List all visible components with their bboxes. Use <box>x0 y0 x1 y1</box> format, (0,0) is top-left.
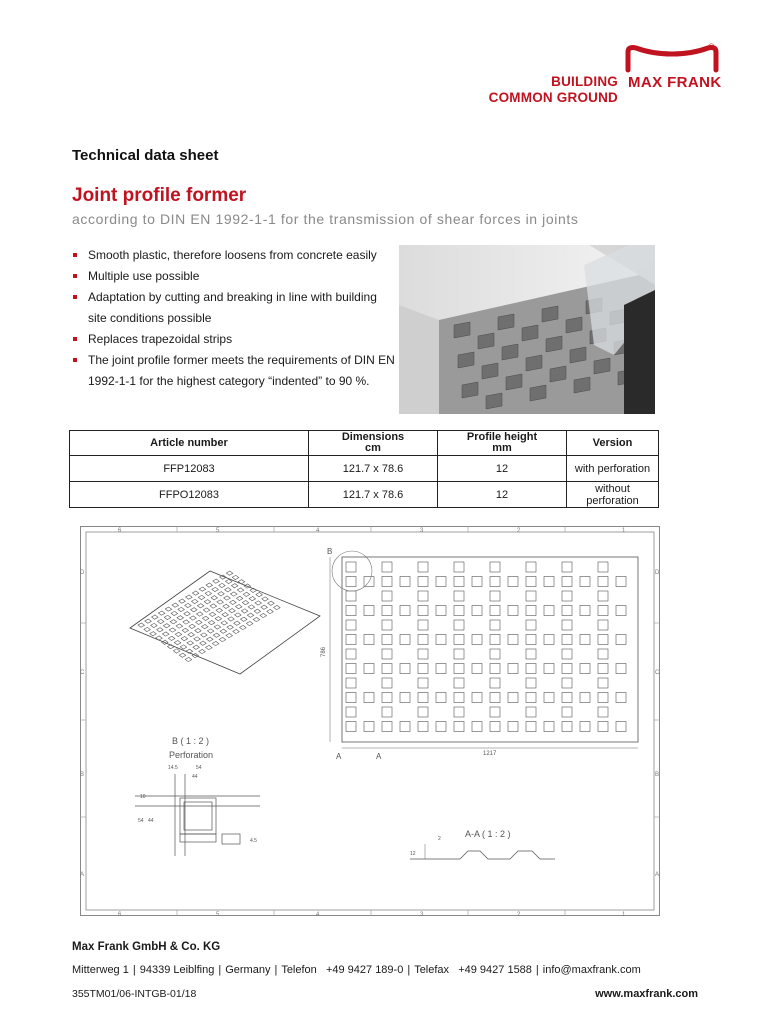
page-subtitle: according to DIN EN 1992-1-1 for the transmission of shear forces in joints <box>72 211 579 227</box>
max-frank-logo-icon <box>622 40 722 74</box>
address-city: 94339 Leiblfing <box>139 964 215 976</box>
photo-cell <box>454 322 470 338</box>
grid-col-label: 3 <box>420 528 424 534</box>
grid-col-label: 1 <box>622 912 626 916</box>
company-address: Mitterweg 1 | 94339 Leiblfing | Germany | Telefon +49 9427 189-0 | Telefax +49 9427 1588 | info@maxfrank.com <box>72 964 641 976</box>
table-header-row <box>70 431 659 456</box>
feature-item: Smooth plastic, therefore loosens from concrete easily <box>72 245 397 266</box>
photo-cell <box>550 366 566 382</box>
detail-b-title: B ( 1 : 2 ) <box>172 736 210 746</box>
grid-col-label: 6 <box>118 912 122 916</box>
product-photo <box>399 245 655 414</box>
grid-row-label: B <box>655 772 660 778</box>
grid-col-label: 4 <box>316 528 320 534</box>
svg-text:4.5: 4.5 <box>250 838 257 844</box>
svg-text:2: 2 <box>438 836 441 842</box>
address-fax: Telefax +49 9427 1588 <box>414 964 532 976</box>
address-email[interactable]: info@maxfrank.com <box>542 964 641 976</box>
website-link[interactable]: www.maxfrank.com <box>595 988 698 1000</box>
table-cell: 12 <box>438 482 567 508</box>
photo-cell <box>570 347 586 363</box>
photo-cell <box>502 344 518 360</box>
grid-col-label: 5 <box>216 528 220 534</box>
svg-text:44: 44 <box>148 818 154 824</box>
photo-cell <box>530 385 546 401</box>
feature-item: Multiple use possible <box>72 266 397 287</box>
address-street: Mitterweg 1 <box>72 964 129 976</box>
detail-b-marker: B <box>327 547 333 556</box>
table-cell: 121.7 x 78.6 <box>309 456 438 482</box>
table-cell: 12 <box>438 456 567 482</box>
table-row <box>70 482 659 508</box>
section-marker: A <box>336 752 342 761</box>
photo-cell <box>526 355 542 371</box>
brand-tagline <box>470 74 618 106</box>
grid-col-label: 3 <box>420 912 424 916</box>
grid-row-label: C <box>80 670 85 676</box>
svg-text:44: 44 <box>192 774 198 780</box>
photo-cell <box>546 336 562 352</box>
dim-height: 786 <box>321 646 327 657</box>
grid-row-label: A <box>80 872 85 878</box>
photo-cell <box>462 382 478 398</box>
grid-col-label: 1 <box>622 528 626 534</box>
company-name: Max Frank GmbH & Co. KG <box>72 941 221 953</box>
svg-text:54: 54 <box>138 818 144 824</box>
svg-text:10: 10 <box>140 794 146 800</box>
brand-name: MAX FRANK <box>628 74 722 91</box>
grid-row-label: B <box>80 772 85 778</box>
photo-cell <box>482 363 498 379</box>
table-cell: without perforation <box>567 482 659 508</box>
photo-cell <box>458 352 474 368</box>
page-title: Joint profile former <box>72 185 247 206</box>
photo-cell <box>486 393 502 409</box>
trademark: ® <box>708 42 715 52</box>
address-country: Germany <box>225 964 271 976</box>
grid-col-label: 5 <box>216 912 220 916</box>
feature-list <box>72 245 397 392</box>
grid-row-label: A <box>655 872 660 878</box>
feature-item: Adaptation by cutting and breaking in line with building site conditions possible <box>72 287 397 329</box>
photo-cell <box>542 306 558 322</box>
svg-text:54: 54 <box>196 765 202 771</box>
table-cell: FFP12083 <box>70 456 309 482</box>
document-reference: 355TM01/06-INTGB-01/18 <box>72 988 197 1000</box>
grid-row-label: D <box>655 570 660 576</box>
column-header-dimensions: Dimensions cm <box>309 431 438 456</box>
table-row <box>70 456 659 482</box>
table-cell: 121.7 x 78.6 <box>309 482 438 508</box>
grid-col-label: 2 <box>517 912 521 916</box>
grid-col-label: 2 <box>517 528 521 534</box>
address-phone: Telefon +49 9427 189-0 <box>281 964 404 976</box>
svg-text:14.5: 14.5 <box>168 765 178 771</box>
svg-text:12: 12 <box>410 851 416 857</box>
photo-cell <box>574 377 590 393</box>
article-table <box>69 430 659 508</box>
tagline-line-2: COMMON GROUND <box>488 90 618 105</box>
photo-cell <box>566 317 582 333</box>
grid-col-label: 4 <box>316 912 320 916</box>
tagline-line-1: BUILDING <box>551 74 618 89</box>
technical-drawing <box>80 526 660 916</box>
feature-item: The joint profile former meets the requirements of DIN EN 1992-1-1 for the highest category “indented” to 90 %. <box>72 350 397 392</box>
section-marker: A <box>376 752 382 761</box>
photo-cell <box>478 333 494 349</box>
photo-cell <box>522 325 538 341</box>
table-cell: FFPO12083 <box>70 482 309 508</box>
photo-cell <box>506 374 522 390</box>
column-header-article: Article number <box>70 431 309 456</box>
photo-cell <box>594 358 610 374</box>
column-header-height: Profile height mm <box>438 431 567 456</box>
grid-col-label: 6 <box>118 528 122 534</box>
grid-row-label: C <box>655 670 660 676</box>
document-type: Technical data sheet <box>72 147 219 164</box>
dim-width: 1217 <box>483 751 497 757</box>
photo-cell <box>498 314 514 330</box>
column-header-version: Version <box>567 431 659 456</box>
detail-b-caption: Perforation <box>169 750 214 760</box>
grid-row-label: D <box>80 570 85 576</box>
section-title: A-A ( 1 : 2 ) <box>465 829 511 839</box>
table-cell: with perforation <box>567 456 659 482</box>
feature-item: Replaces trapezoidal strips <box>72 329 397 350</box>
